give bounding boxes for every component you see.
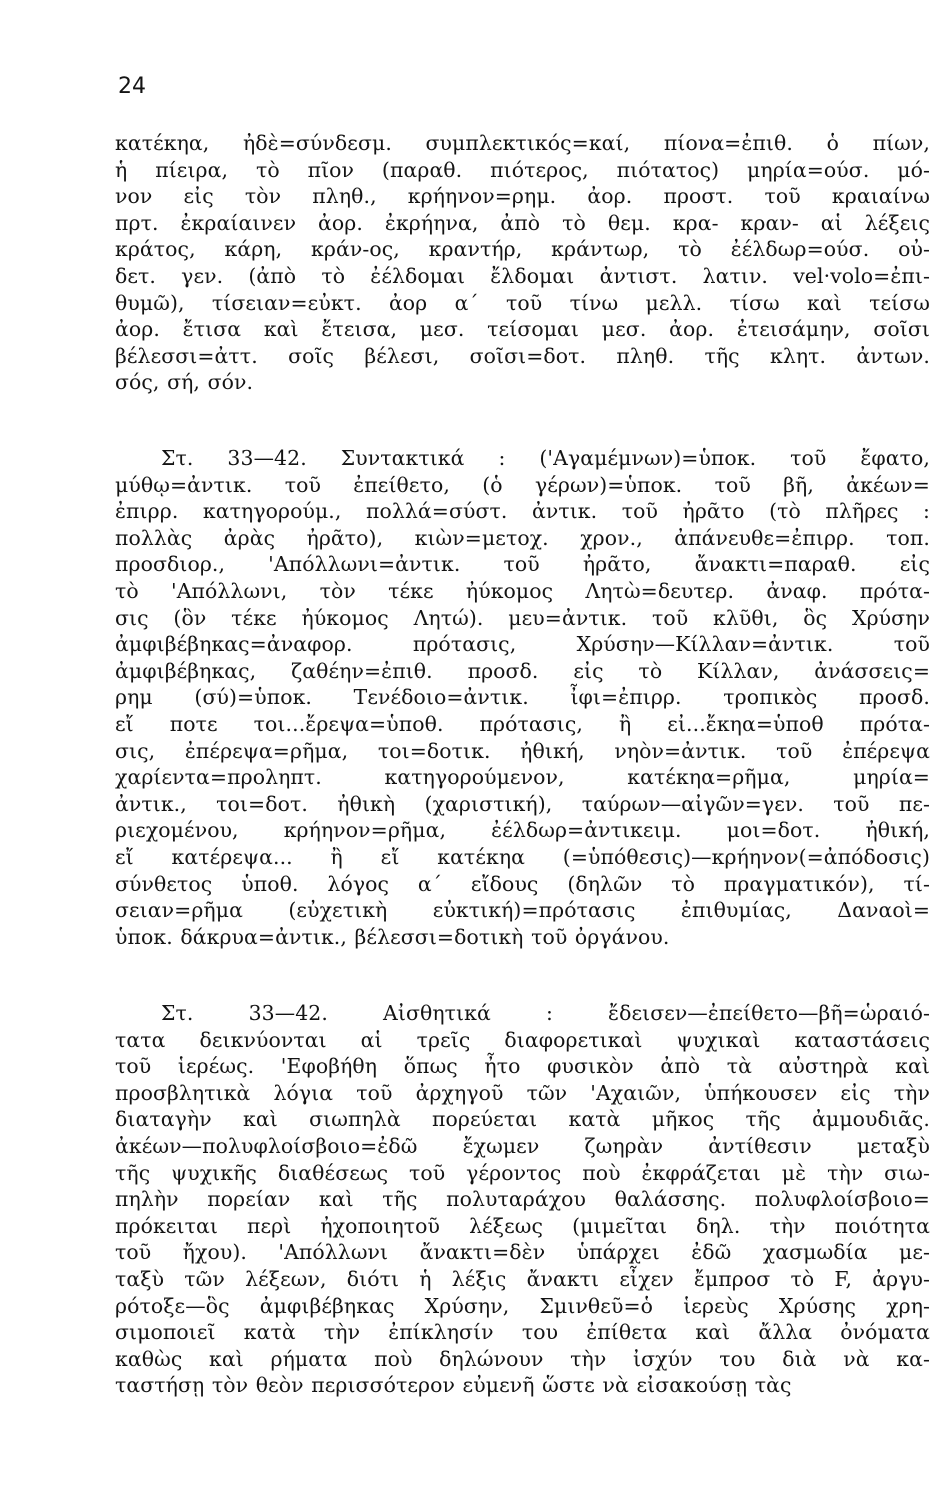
- text-line: τὸ 'Απόλλωνι, τὸν τέκε ἠύκομος Λητὼ=δευτερ. ἀναφ. πρότα-: [115, 578, 930, 603]
- page-number: 24: [118, 74, 146, 99]
- text-line: εἴ ποτε τοι...ἔρεψα=ὑποθ. πρότασις, ἢ εἰ...ἔκηα=ὑποθ πρότα-: [115, 711, 930, 736]
- text-line: ρημ (σύ)=ὑποκ. Τενέδοιο=ἀντικ. ἶφι=ἐπιρρ. τροπικὸς προσδ.: [115, 685, 930, 710]
- text-line: τοῦ ἱερέως. 'Εφοβήθη ὅπως ἦτο φυσικὸν ἀπὸ τὰ αὐστηρὰ καὶ: [115, 1054, 930, 1079]
- text-line: τοῦ ἤχου). 'Απόλλωνι ἄνακτι=δὲν ὑπάρχει ἐδῶ χασμωδία με-: [115, 1240, 930, 1265]
- text-line: πρτ. ἐκραίαινεν ἀορ. ἐκρήηνα, ἀπὸ τὸ θεμ. κρα- κραν- αἱ λέξεις: [115, 210, 930, 235]
- text-line: ἀκέων—πολυφλοίσβοιο=ἐδῶ ἔχωμεν ζωηρὰν ἀντίθεσιν μεταξὺ: [115, 1133, 930, 1158]
- text-line: ρότοξε—ὃς ἀμφιβέβηκας Χρύσην, Σμινθεῦ=ὁ ἱερεὺς Χρύσης χρη-: [115, 1293, 930, 1318]
- text-line: ἀντικ., τοι=δοτ. ἠθικὴ (χαριστική), ταύρων—αἰγῶν=γεν. τοῦ πε-: [115, 791, 930, 816]
- text-line: σειαν=ρῆμα (εὐχετικὴ εὐκτική)=πρότασις ἐπιθυμίας, Δαναοὶ=: [115, 898, 930, 923]
- text-line: τατα δεικνύονται αἱ τρεῖς διαφορετικαὶ ψυχικαὶ καταστάσεις: [115, 1027, 930, 1052]
- text-line: εἴ κατέρεψα... ἢ εἴ κατέκηα (=ὑπόθεσις)—κρήηνον(=ἀπόδοσις): [115, 844, 930, 869]
- text-line: πρόκειται περὶ ἠχοποιητοῦ λέξεως (μιμεῖται δηλ. τὴν ποιότητα: [115, 1213, 930, 1238]
- text-line: πολλὰς ἀρὰς ἠρᾶτο), κιὼν=μετοχ. χρον., ἀπάνευθε=ἐπιρρ. τοπ.: [115, 525, 930, 550]
- text-line: ταστήσῃ τὸν θεὸν περισσότερον εὐμενῆ ὥστε νὰ εἰσακούσῃ τὰς: [115, 1373, 792, 1398]
- text-line: βέλεσσι=ἀττ. σοῖς βέλεσι, σοῖσι=δοτ. πληθ. τῆς κλητ. ἀντων.: [115, 343, 930, 368]
- text-line: προσβλητικὰ λόγια τοῦ ἀρχηγοῦ τῶν 'Αχαιῶν, ὑπήκουσεν εἰς τὴν: [115, 1080, 930, 1105]
- text-line: ἀμφιβέβηκας, ζαθέην=ἐπιθ. προσδ. εἰς τὸ Κίλλαν, ἀνάσσεις=: [115, 658, 930, 683]
- text-line: σός, σή, σόν.: [115, 370, 254, 395]
- text-line: χαρίεντα=προληπτ. κατηγορούμενον, κατέκηα=ρῆμα, μηρία=: [115, 765, 930, 790]
- text-line: νον εἰς τὸν πληθ., κρήηνον=ρημ. ἀορ. προστ. τοῦ κραιαίνω: [115, 184, 930, 209]
- text-line: δετ. γεν. (ἀπὸ τὸ ἐέλδομαι ἔλδομαι ἀντιστ. λατιν. vel·volo=ἐπι-: [115, 263, 930, 288]
- text-line: θυμῶ), τίσειαν=εὐκτ. ἀορ α΄ τοῦ τίνω μελλ. τίσω καὶ τείσω: [115, 290, 930, 315]
- paragraph-glossary: [115, 130, 930, 396]
- text-line: πηλὴν πορείαν καὶ τῆς πολυταράχου θαλάσσης. πολυφλοίσβοιο=: [115, 1187, 930, 1212]
- text-line: διαταγὴν καὶ σιωπηλὰ πορεύεται κατὰ μῆκος τῆς ἀμμουδιᾶς.: [115, 1107, 930, 1132]
- text-line: τῆς ψυχικῆς διαθέσεως τοῦ γέροντος ποὺ ἐκφράζεται μὲ τὴν σιω-: [115, 1160, 930, 1185]
- text-line: κατέκηα, ἠδὲ=σύνδεσμ. συμπλεκτικός=καί, πίονα=ἐπιθ. ὁ πίων,: [115, 131, 930, 155]
- text-line: ταξὺ τῶν λέξεων, διότι ἡ λέξις ἄνακτι εἶχεν ἔμπροσ τὸ F, ἀργυ-: [115, 1266, 930, 1291]
- text-line: κράτος, κάρη, κράν-ος, κραντήρ, κράντωρ, τὸ ἐέλδωρ=ούσ. οὐ-: [115, 237, 930, 262]
- paragraph-syntactic: [115, 445, 930, 950]
- text-line: ἀμφιβέβηκας=ἀναφορ. πρότασις, Χρύσην—Κίλλαν=ἀντικ. τοῦ: [115, 632, 930, 657]
- text-line: σιμοποιεῖ κατὰ τὴν ἐπίκλησίν του ἐπίθετα καὶ ἄλλα ὀνόματα: [115, 1320, 930, 1345]
- text-line: σύνθετος ὑποθ. λόγος α΄ εἴδους (δηλῶν τὸ πραγματικόν), τί-: [115, 871, 930, 896]
- text-line: Στ. 33—42. Συντακτικά : ('Αγαμέμνων)=ὑποκ. τοῦ ἔφατο,: [161, 446, 930, 470]
- text-line: ἀορ. ἔτισα καὶ ἔτεισα, μεσ. τείσομαι μεσ. ἀορ. ἐτεισάμην, σοῖσι: [115, 317, 930, 342]
- text-line: σις (ὃν τέκε ἠύκομος Λητώ). μευ=ἀντικ. τοῦ κλῦθι, ὃς Χρύσην: [115, 605, 930, 630]
- text-line: ὑποκ. δάκρυα=ἀντικ., βέλεσσι=δοτικὴ τοῦ ὀργάνου.: [115, 924, 670, 949]
- text-line: ἐπιρρ. κατηγορούμ., πολλά=σύστ. ἀντικ. τοῦ ἠρᾶτο (τὸ πλῆρες :: [115, 499, 930, 524]
- text-line: ριεχομένου, κρήηνον=ρῆμα, ἐέλδωρ=ἀντικειμ. μοι=δοτ. ἠθική,: [115, 818, 930, 843]
- paragraph-aesthetic: [115, 1000, 930, 1399]
- text-line: Στ. 33—42. Αἰσθητικά : ἔδεισεν—ἐπείθετο—βῆ=ὡραιό-: [161, 1001, 930, 1025]
- text-line: προσδιορ., 'Απόλλωνι=ἀντικ. τοῦ ἠρᾶτο, ἄνακτι=παραθ. εἰς: [115, 552, 930, 577]
- text-line: μύθῳ=ἀντικ. τοῦ ἐπείθετο, (ὁ γέρων)=ὑποκ. τοῦ βῆ, ἀκέων=: [115, 472, 930, 497]
- text-line: καθὼς καὶ ρήματα ποὺ δηλώνουν τὴν ἰσχύν του διὰ νὰ κα-: [115, 1346, 930, 1371]
- text-line: σις, ἐπέρεψα=ρῆμα, τοι=δοτικ. ἠθική, νηὸν=ἀντικ. τοῦ ἐπέρεψα: [115, 738, 930, 763]
- text-line: ἡ πίειρα, τὸ πῖον (παραθ. πιότερος, πιότατος) μηρία=ούσ. μό-: [115, 157, 930, 182]
